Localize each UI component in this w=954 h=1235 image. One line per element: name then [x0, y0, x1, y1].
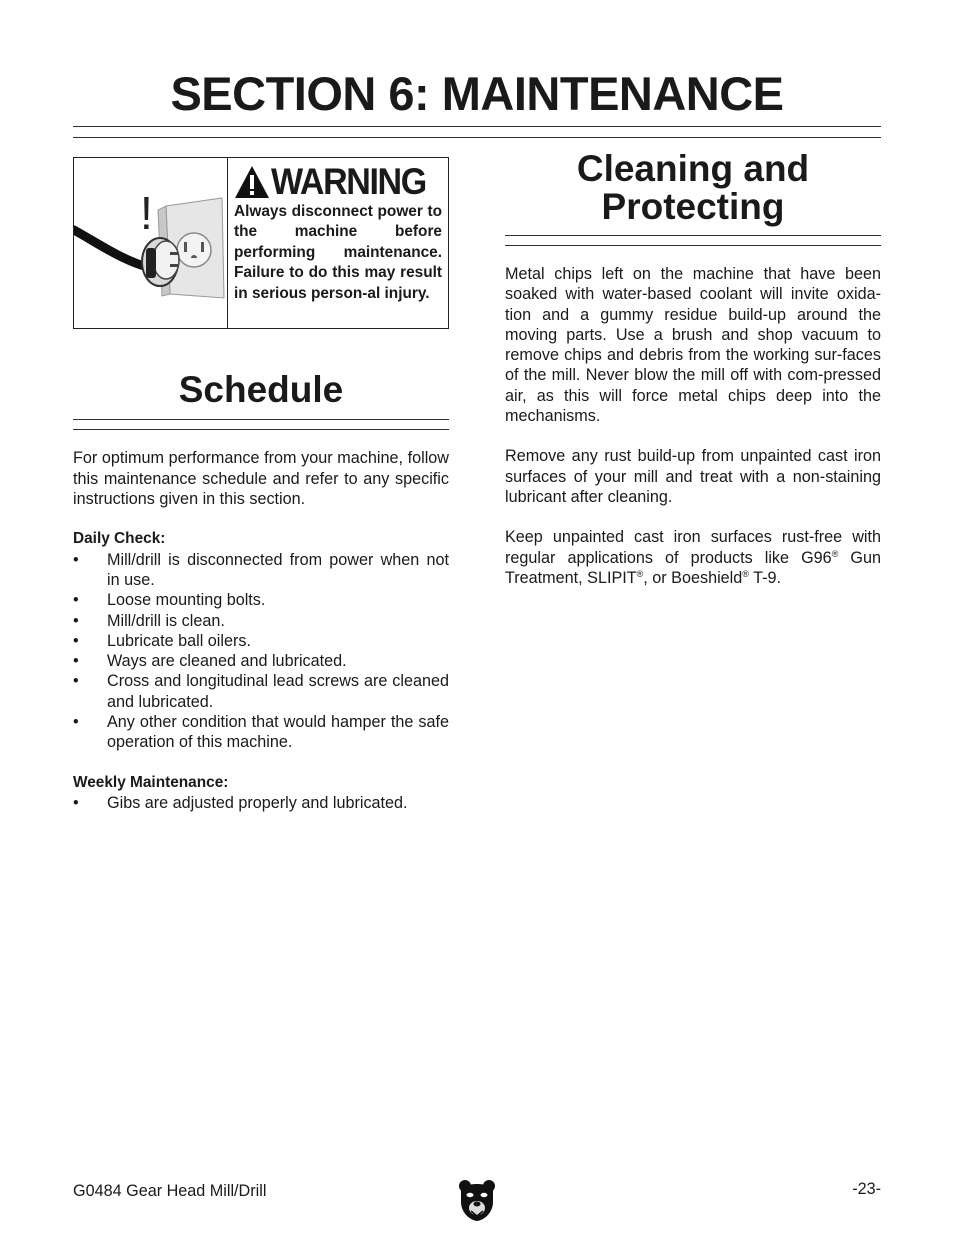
- cleaning-paragraph-1: Metal chips left on the machine that have been soaked with water-based coolant will invite oxida-tion and a gummy residue build-up around the moving parts. Use a brush and shop vacuum to remove chips and debris from the working sur-faces of the mill. Never blow the mill off with com-pressed air, as this will force metal chips deep into the mechanisms.: [505, 264, 881, 426]
- right-column: [505, 150, 881, 588]
- list-item: • Any other condition that would hamper the safe operation of this machine.: [73, 712, 449, 753]
- para3-part2: Gun Treatment, SLIPIT: [505, 548, 881, 587]
- list-item: • Ways are cleaned and lubricated.: [73, 651, 449, 671]
- page-number: -23-: [852, 1180, 881, 1198]
- daily-check-heading: Daily Check:: [73, 530, 166, 548]
- warning-box: [73, 157, 449, 329]
- cleaning-heading: [505, 150, 881, 227]
- power-plug-icon: [74, 158, 228, 328]
- list-item: • Gibs are adjusted properly and lubricated.: [73, 793, 449, 813]
- left-column: [73, 157, 449, 813]
- cleaning-heading-line2: Protecting: [601, 186, 785, 228]
- cleaning-paragraph-3: [505, 527, 881, 588]
- schedule-divider: [73, 419, 449, 430]
- footer-model: G0484 Gear Head Mill/Drill: [73, 1182, 267, 1200]
- weekly-maintenance-list: [73, 793, 449, 813]
- section-title: SECTION 6: MAINTENANCE: [170, 67, 784, 120]
- registered-mark: ®: [831, 548, 839, 559]
- warning-title: WARNING: [271, 161, 426, 202]
- para3-part1: Keep unpainted cast iron surfaces rust-free with regular applications of products like G96: [505, 528, 881, 567]
- cleaning-paragraph-2: Remove any rust build-up from unpainted cast iron surfaces of your mill and treat with a non-staining lubricant after cleaning.: [505, 447, 881, 506]
- daily-check-list: [73, 550, 449, 753]
- schedule-intro: For optimum performance from your machine, follow this maintenance schedule and refer to any specific instructions given in this section.: [73, 449, 449, 509]
- list-item: • Loose mounting bolts.: [73, 590, 449, 610]
- list-item: • Mill/drill is disconnected from power when not in use.: [73, 550, 449, 591]
- warning-triangle-icon: [234, 165, 270, 199]
- weekly-maintenance-heading: Weekly Maintenance:: [73, 773, 229, 791]
- cleaning-divider: [505, 235, 881, 246]
- warning-header: [234, 162, 442, 202]
- warning-illustration: [74, 158, 228, 328]
- list-item: • Lubricate ball oilers.: [73, 631, 449, 651]
- list-item: • Cross and longitudinal lead screws are cleaned and lubricated.: [73, 671, 449, 712]
- registered-mark: ®: [636, 568, 644, 579]
- schedule-heading: Schedule: [178, 369, 344, 410]
- cleaning-heading-line1: Cleaning and: [576, 148, 810, 189]
- warning-content: [228, 158, 448, 328]
- para3-part4: T-9.: [748, 568, 782, 587]
- exclamation-mark: !: [140, 187, 153, 239]
- para3-part3: , or Boeshield: [643, 568, 743, 587]
- warning-text: Always disconnect power to the machine before performing maintenance. Failure to do this may result in serious person-al injury.: [234, 203, 442, 302]
- bear-logo-icon: [457, 1178, 497, 1222]
- registered-mark: ®: [742, 568, 749, 579]
- title-divider: [73, 126, 881, 138]
- list-item: • Mill/drill is clean.: [73, 611, 449, 631]
